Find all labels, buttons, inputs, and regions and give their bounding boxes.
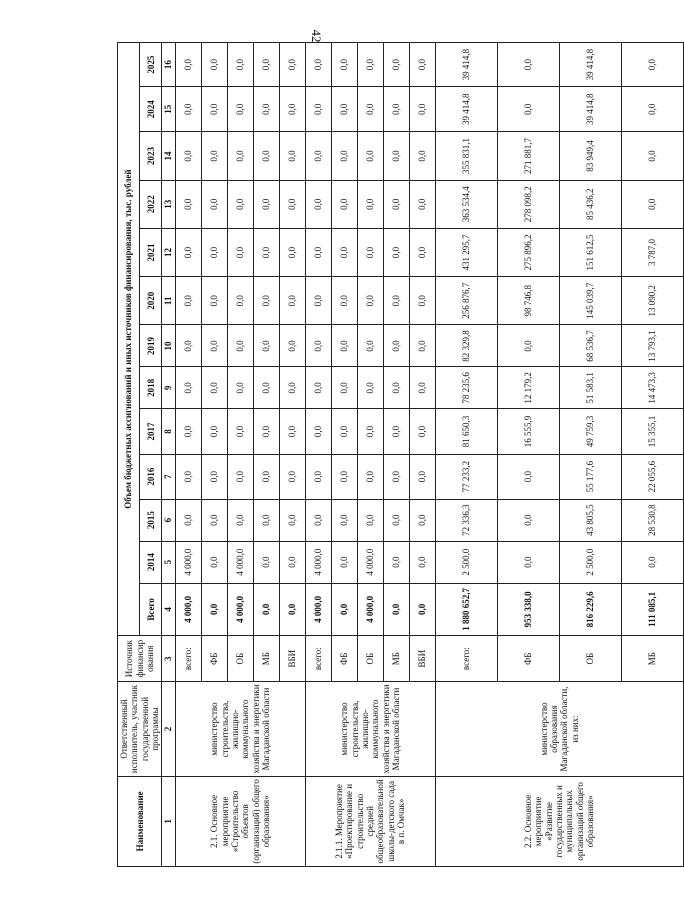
cell-value: 0,0 (383, 43, 409, 87)
cell-value: 0,0 (201, 277, 227, 325)
cell-value: 0,0 (383, 132, 409, 180)
cell-value: 0,0 (357, 228, 383, 276)
cell-value: 0,0 (201, 367, 227, 409)
cell-value: 16 555,9 (497, 409, 559, 454)
cell-value: 0,0 (383, 180, 409, 228)
cell-value: 43 805,5 (559, 499, 621, 541)
cell-value: 14 473,3 (621, 367, 683, 409)
header-column-number: 13 (162, 180, 175, 228)
cell-value: 431 295,7 (435, 228, 497, 276)
cell-value: 0,0 (279, 132, 305, 180)
row-source: ОБ (357, 636, 383, 682)
cell-value: 0,0 (409, 454, 435, 499)
cell-value: 0,0 (331, 43, 357, 87)
cell-value: 98 746,8 (497, 277, 559, 325)
cell-value: 0,0 (409, 228, 435, 276)
cell-value: 0,0 (497, 454, 559, 499)
cell-total: 0,0 (279, 583, 305, 635)
header-row-1 (118, 43, 140, 867)
cell-value: 0,0 (331, 499, 357, 541)
cell-value: 0,0 (201, 409, 227, 454)
cell-value: 0,0 (497, 87, 559, 132)
row-source: ОБ (559, 636, 621, 682)
row-source: всего: (175, 636, 201, 682)
cell-value: 0,0 (279, 277, 305, 325)
cell-value: 0,0 (201, 180, 227, 228)
cell-value: 0,0 (621, 87, 683, 132)
header-year: 2015 (140, 499, 162, 541)
header-column-number: 9 (162, 367, 175, 409)
cell-value: 0,0 (227, 499, 253, 541)
header-column-number: 11 (162, 277, 175, 325)
row-responsible: министерство строительства, жилищно-коммунального хозяйства и энергетики Магаданской области (305, 682, 435, 776)
cell-value: 4 000,0 (175, 541, 201, 583)
cell-value: 0,0 (409, 43, 435, 87)
cell-value: 0,0 (279, 454, 305, 499)
header-column-numbers-row (162, 43, 175, 867)
header-responsible: Ответственный исполнитель, участник государственной программы (118, 682, 162, 776)
cell-value: 0,0 (253, 409, 279, 454)
cell-value: 72 336,3 (435, 499, 497, 541)
cell-value: 0,0 (253, 325, 279, 367)
cell-value: 0,0 (253, 228, 279, 276)
row-source: МБ (621, 636, 683, 682)
cell-value: 0,0 (253, 180, 279, 228)
cell-total: 0,0 (331, 583, 357, 635)
header-column-number: 15 (162, 87, 175, 132)
cell-total: 4 000,0 (305, 583, 331, 635)
cell-value: 0,0 (409, 277, 435, 325)
row-responsible: министерство образования Магаданской области, из них: (435, 682, 683, 776)
header-column-number: 14 (162, 132, 175, 180)
header-year: 2025 (140, 43, 162, 87)
cell-value: 0,0 (305, 367, 331, 409)
cell-value: 0,0 (175, 277, 201, 325)
cell-value: 68 536,7 (559, 325, 621, 367)
cell-value: 0,0 (253, 454, 279, 499)
row-name: 2.1.1. Мероприятие «Проектирование и строительство средней общеобразовательной школы-детского сада в п. Омчак» (305, 776, 435, 866)
cell-value: 0,0 (331, 228, 357, 276)
header-column-number: 1 (162, 776, 175, 866)
cell-value: 0,0 (621, 43, 683, 87)
row-source: всего: (435, 636, 497, 682)
header-year: 2017 (140, 409, 162, 454)
cell-value: 0,0 (253, 87, 279, 132)
cell-value: 0,0 (253, 499, 279, 541)
header-year: 2020 (140, 277, 162, 325)
cell-value: 0,0 (175, 228, 201, 276)
cell-value: 0,0 (497, 541, 559, 583)
cell-value: 0,0 (305, 228, 331, 276)
cell-value: 0,0 (357, 367, 383, 409)
header-column-number: 5 (162, 541, 175, 583)
cell-value: 0,0 (383, 228, 409, 276)
cell-value: 0,0 (305, 499, 331, 541)
cell-value: 13 793,1 (621, 325, 683, 367)
cell-value: 0,0 (175, 325, 201, 367)
row-source: ВБИ (409, 636, 435, 682)
cell-value: 2 500,0 (559, 541, 621, 583)
header-year: 2021 (140, 228, 162, 276)
cell-value: 0,0 (621, 180, 683, 228)
cell-value: 15 355,1 (621, 409, 683, 454)
cell-value: 22 055,6 (621, 454, 683, 499)
cell-value: 0,0 (331, 180, 357, 228)
header-year: 2022 (140, 180, 162, 228)
cell-value: 0,0 (331, 541, 357, 583)
header-column-number: 3 (162, 636, 175, 682)
cell-value: 3 787,0 (621, 228, 683, 276)
cell-value: 0,0 (175, 180, 201, 228)
cell-value: 39 414,8 (435, 43, 497, 87)
financing-table (117, 42, 684, 867)
cell-value: 0,0 (357, 43, 383, 87)
cell-value: 271 881,7 (497, 132, 559, 180)
cell-value: 0,0 (331, 132, 357, 180)
row-source: ФБ (331, 636, 357, 682)
cell-value: 2 500,0 (435, 541, 497, 583)
cell-value: 0,0 (279, 367, 305, 409)
cell-value: 0,0 (279, 180, 305, 228)
cell-value: 4 000,0 (305, 541, 331, 583)
cell-value: 0,0 (357, 325, 383, 367)
cell-value: 0,0 (175, 454, 201, 499)
cell-value: 0,0 (357, 87, 383, 132)
cell-value: 4 000,0 (357, 541, 383, 583)
cell-value: 0,0 (331, 454, 357, 499)
cell-value: 0,0 (175, 87, 201, 132)
cell-value: 0,0 (409, 132, 435, 180)
cell-value: 0,0 (227, 132, 253, 180)
cell-total: 4 000,0 (175, 583, 201, 635)
header-column-number: 7 (162, 454, 175, 499)
header-column-number: 4 (162, 583, 175, 635)
cell-total: 111 085,1 (621, 583, 683, 635)
cell-value: 0,0 (409, 499, 435, 541)
cell-value: 0,0 (357, 499, 383, 541)
cell-value: 0,0 (497, 325, 559, 367)
cell-value: 0,0 (279, 541, 305, 583)
cell-value: 0,0 (201, 87, 227, 132)
cell-value: 0,0 (305, 132, 331, 180)
header-year: 2019 (140, 325, 162, 367)
cell-value: 0,0 (331, 277, 357, 325)
cell-value: 0,0 (227, 277, 253, 325)
cell-value: 0,0 (357, 409, 383, 454)
cell-value: 0,0 (383, 277, 409, 325)
cell-value: 0,0 (383, 409, 409, 454)
cell-value: 28 530,8 (621, 499, 683, 541)
cell-value: 145 039,7 (559, 277, 621, 325)
table-row (175, 43, 201, 867)
header-year: 2018 (140, 367, 162, 409)
header-year: 2014 (140, 541, 162, 583)
cell-value: 0,0 (383, 87, 409, 132)
cell-value: 0,0 (497, 499, 559, 541)
cell-value: 0,0 (409, 180, 435, 228)
rotated-table-wrapper (117, 42, 658, 867)
cell-value: 0,0 (331, 87, 357, 132)
cell-value: 0,0 (253, 541, 279, 583)
cell-value: 0,0 (201, 541, 227, 583)
header-column-number: 16 (162, 43, 175, 87)
cell-value: 55 177,6 (559, 454, 621, 499)
cell-value: 0,0 (253, 277, 279, 325)
header-column-number: 2 (162, 682, 175, 776)
cell-value: 0,0 (175, 43, 201, 87)
cell-value: 0,0 (621, 132, 683, 180)
cell-value: 0,0 (175, 409, 201, 454)
cell-value: 78 235,6 (435, 367, 497, 409)
cell-value: 0,0 (383, 454, 409, 499)
cell-value: 4 000,0 (227, 541, 253, 583)
cell-value: 0,0 (331, 325, 357, 367)
cell-value: 0,0 (227, 228, 253, 276)
cell-value: 0,0 (201, 454, 227, 499)
page-number: 42 (309, 29, 324, 43)
cell-value: 51 583,1 (559, 367, 621, 409)
cell-value: 82 329,8 (435, 325, 497, 367)
cell-value: 0,0 (305, 87, 331, 132)
cell-value: 77 233,2 (435, 454, 497, 499)
cell-value: 0,0 (175, 367, 201, 409)
cell-value: 0,0 (409, 325, 435, 367)
cell-value: 0,0 (357, 180, 383, 228)
cell-value: 0,0 (357, 277, 383, 325)
cell-value: 83 949,4 (559, 132, 621, 180)
table-row (305, 43, 331, 867)
cell-value: 0,0 (201, 325, 227, 367)
cell-value: 0,0 (409, 541, 435, 583)
cell-value: 0,0 (253, 367, 279, 409)
cell-value: 0,0 (253, 43, 279, 87)
cell-value: 0,0 (383, 325, 409, 367)
row-responsible: министерство строительства, жилищно-коммунального хозяйства и энергетики Магаданской области (175, 682, 305, 776)
header-year: 2023 (140, 132, 162, 180)
cell-value: 0,0 (227, 43, 253, 87)
table-row (435, 43, 497, 867)
row-source: всего: (305, 636, 331, 682)
cell-value: 0,0 (227, 180, 253, 228)
cell-value: 81 650,3 (435, 409, 497, 454)
cell-value: 0,0 (383, 541, 409, 583)
row-source: ВБИ (279, 636, 305, 682)
cell-value: 39 414,8 (559, 87, 621, 132)
cell-value: 363 534,4 (435, 180, 497, 228)
cell-value: 49 759,3 (559, 409, 621, 454)
header-year: 2016 (140, 454, 162, 499)
cell-value: 0,0 (175, 499, 201, 541)
row-source: ФБ (201, 636, 227, 682)
cell-value: 0,0 (305, 409, 331, 454)
cell-value: 0,0 (305, 180, 331, 228)
cell-value: 355 831,1 (435, 132, 497, 180)
cell-total: 0,0 (201, 583, 227, 635)
cell-value: 275 896,2 (497, 228, 559, 276)
header-column-number: 8 (162, 409, 175, 454)
cell-value: 0,0 (201, 499, 227, 541)
cell-value: 0,0 (227, 409, 253, 454)
cell-value: 256 876,7 (435, 277, 497, 325)
cell-value: 0,0 (383, 499, 409, 541)
cell-total: 4 000,0 (357, 583, 383, 635)
cell-value: 0,0 (227, 325, 253, 367)
header-name: Наименование (118, 776, 162, 866)
cell-value: 0,0 (201, 132, 227, 180)
cell-value: 0,0 (383, 367, 409, 409)
cell-value: 0,0 (305, 325, 331, 367)
row-source: ОБ (227, 636, 253, 682)
cell-value: 39 414,8 (435, 87, 497, 132)
cell-total: 816 229,6 (559, 583, 621, 635)
table-body (175, 43, 683, 867)
cell-value: 0,0 (201, 228, 227, 276)
header-volume-title: Объем бюджетных ассигнований и иных источников финансирования, тыс. рублей (118, 43, 140, 636)
header-column-number: 10 (162, 325, 175, 367)
cell-value: 0,0 (305, 454, 331, 499)
cell-value: 0,0 (201, 43, 227, 87)
cell-value: 0,0 (279, 87, 305, 132)
header-year: 2024 (140, 87, 162, 132)
cell-value: 0,0 (227, 87, 253, 132)
cell-value: 0,0 (305, 277, 331, 325)
cell-value: 0,0 (279, 325, 305, 367)
cell-value: 0,0 (409, 367, 435, 409)
cell-value: 0,0 (279, 43, 305, 87)
cell-value: 0,0 (409, 87, 435, 132)
cell-value: 12 179,2 (497, 367, 559, 409)
row-source: МБ (383, 636, 409, 682)
row-source: ФБ (497, 636, 559, 682)
row-name: 2.1. Основное мероприятие «Строительство объектов (организаций) общего образования» (175, 776, 305, 866)
cell-value: 0,0 (227, 367, 253, 409)
cell-value: 85 436,2 (559, 180, 621, 228)
cell-total: 0,0 (409, 583, 435, 635)
cell-total: 953 338,0 (497, 583, 559, 635)
cell-value: 0,0 (497, 43, 559, 87)
cell-value: 0,0 (279, 499, 305, 541)
cell-value: 0,0 (227, 454, 253, 499)
row-name: 2.2. Основное мероприятие «Развитие государственных и муниципальных организаций общего образования» (435, 776, 683, 866)
cell-value: 0,0 (279, 228, 305, 276)
cell-value: 151 612,5 (559, 228, 621, 276)
cell-value: 13 090,2 (621, 277, 683, 325)
cell-value: 0,0 (305, 43, 331, 87)
header-column-number: 6 (162, 499, 175, 541)
cell-value: 0,0 (279, 409, 305, 454)
cell-value: 0,0 (409, 409, 435, 454)
header-column-number: 12 (162, 228, 175, 276)
cell-value: 278 098,2 (497, 180, 559, 228)
cell-value: 0,0 (357, 132, 383, 180)
cell-value: 0,0 (621, 541, 683, 583)
cell-value: 0,0 (331, 367, 357, 409)
cell-value: 39 414,8 (559, 43, 621, 87)
row-source: МБ (253, 636, 279, 682)
cell-value: 0,0 (331, 409, 357, 454)
header-year: Всего (140, 583, 162, 635)
cell-value: 0,0 (357, 454, 383, 499)
cell-value: 0,0 (253, 132, 279, 180)
header-source: Источник финансирования (118, 636, 162, 682)
cell-total: 1 880 652,7 (435, 583, 497, 635)
cell-total: 0,0 (253, 583, 279, 635)
cell-total: 4 000,0 (227, 583, 253, 635)
cell-value: 0,0 (175, 132, 201, 180)
cell-total: 0,0 (383, 583, 409, 635)
